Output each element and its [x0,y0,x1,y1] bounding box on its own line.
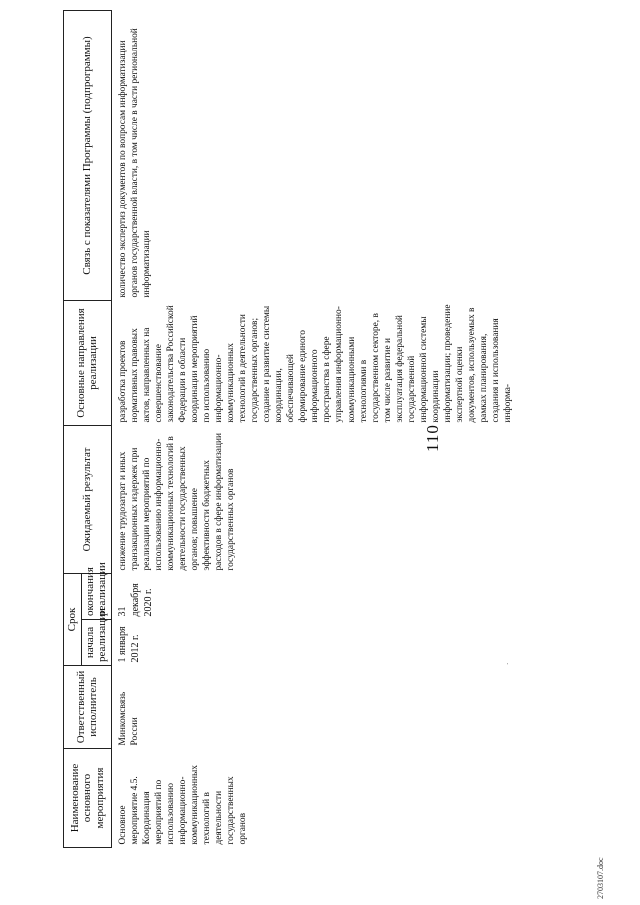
header-term-end: окончания реализации [81,574,111,620]
cell-term-start: 1 января 2012 г. [116,626,141,663]
stray-mark: · [504,662,512,665]
table-row [111,11,514,848]
header-result: Ожидаемый результат [64,426,112,574]
page-number: 110 [423,424,442,452]
header-term-start: начала реализации [81,620,111,666]
header-name: Наименование основного мероприятия [64,749,112,848]
header-executor: Ответственный исполнитель [64,666,112,749]
cell-directions: разработка проектов нормативных правовых актов, направленных на совершенствование законодательства Российской Федерации в области координации мероприятий по использованию информационно-коммуникационных технологий в деятельности государственных органов; создание и развитие системы координации, обеспечивающей формирование единого информационного пространства в сфере управления информационно-коммуникационными технологиями в государственном секторе, в том числе развитие и эксплуатация федеральной государственной информационной системы координации информатизации; проведение экспертной оценки документов, используемых в рамках планирования, создания и использования информа- [117,304,513,423]
file-name: 2703107.doc [596,857,605,899]
cell-term-end: 31 декабря 2020 г. [116,583,154,617]
cell-program-link: количество экспертиз документов по вопросам информатизации органов государственной власти, в том числе в части региональной информатизации [117,28,152,298]
cell-expected-result: снижение трудозатрат и иных транзакционных издержек при реализации мероприятий по использованию информационно-коммуникационных технологий в деятельности государственных органов; повышение эффективности бюджетных расходов в сфере информатизации государственных органов [117,433,237,571]
header-row-1 [64,11,82,848]
header-link: Связь с показателями Программы (подпрограммы) [64,11,112,301]
cell-activity-name: Основное мероприятие 4.5. Координация мероприятий по использованию информационно-коммуникационных технологий в деятельности государственных органов [117,765,249,845]
header-directions: Основные направления реализации [64,301,112,426]
cell-executor: Минкомсвязь России [117,691,140,746]
header-term: Срок [64,574,82,666]
program-table [63,10,514,848]
